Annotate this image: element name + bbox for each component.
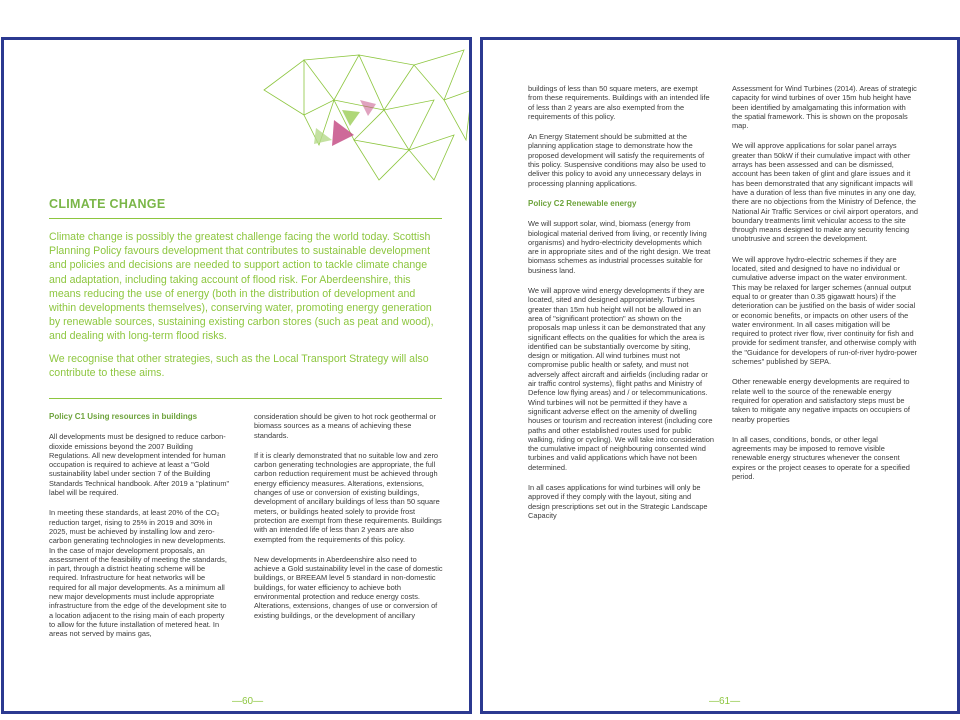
body-paragraph: Assessment for Wind Turbines (2014). Areas of strategic capacity for wind turbines of over 15m hub height have been identified by amalgamating this information with the spatial framework. This is shown on the proposals map. xyxy=(732,84,917,131)
intro-paragraph: We recognise that other strategies, such as the Local Transport Strategy will also contribute to these aims. xyxy=(49,352,429,379)
right-page xyxy=(480,37,960,714)
intro-paragraph: Climate change is possibly the greatest challenge facing the world today. Scottish Planning Policy favours development that contributes to sustainable development and policies and decisions are needed to support action to tackle climate change and adaptation, including taking account of flood risk. For Aberdeenshire, this means reducing the use of energy (both in the distribution of development and within developments themselves), conserving water, promoting energy generation by renewable sources, sustaining existing carbon stores (such as peat and wood), and dealing with long-term flood risks. xyxy=(49,231,434,343)
body-paragraph: In all cases applications for wind turbines will only be approved if they comply with the layout, siting and design prescriptions set out in the Strategic Landscape Capacity xyxy=(528,482,708,520)
policy-c1-title: Policy C1 Using resources in buildings xyxy=(49,412,198,421)
page-number-value: 60 xyxy=(242,696,254,707)
body-paragraph: In meeting these standards, at least 20% of the CO₂ reduction target, rising to 25% in 2019 and 30% in 2025, must be achieved by installing low and zero-carbon generating technologies in new developments. In the case of major development proposals, an assessment of the feasibility of meeting the standards, in part, through a district heating scheme will be required. Infrastructure for heat networks will be required for all major developments. As a minimum all new major developments must include appropriate infrastructure from the edge of the development site to a location adjacent to the rising main of each property to allow for the future installation of metered heat. In areas not served by mains gas, xyxy=(49,508,227,639)
body-paragraph: We will approve hydro-electric schemes if they are located, sited and designed to have no individual or cumulative adverse impact on the water environment. This may be relaxed for larger schemes (annual output equal to or greater than 0.35 gigawatt hours) if the deterioration can be justified on the basis of wider social or economic benefits, or impacts on other users of the water environment. In all cases mitigation will be required to protect river flow, river continuity for fish and provide for sediment transfer, and otherwise comply with the "Guidance for developers of run-of-river hydro-power schemes" published by SEPA. xyxy=(732,254,918,367)
heading-divider xyxy=(49,218,442,219)
body-paragraph: We will approve wind energy developments if they are located, sited and designed appropriately. Turbines greater than 15m hub height will not be allowed in an area of "significant protection" as shown on the proposals map unless it can be demonstrated that any significant effects on the qualities for which the area is identified can be substantially overcome by siting, design or mitigation. All wind turbines must not compromise public health or safety, and must not adversely affect aircraft and airfields (including radar or air traffic control systems), flight paths and Ministry of Defence low flying areas) and / or telecommunications. Wind turbines will not be permitted if they have a significant adverse effect on the amenity of dwelling houses or tourism and recreation interest (including core paths and other established routes used for public walking, riding or cycling). We will take into consideration the cumulative impact of neighbouring consented wind turbines and valid applications which have not been determined. xyxy=(528,286,714,472)
left-page xyxy=(1,37,472,714)
page-number-value: 61 xyxy=(719,696,731,707)
column-right xyxy=(732,84,918,492)
body-paragraph: We will support solar, wind, biomass (energy from biological material derived from living, or recently living organisms) and hydro-electricity developments which are in appropriate sites and of the right design. We treat biomass schemes as industrial processes suitable for business land. xyxy=(528,219,711,275)
body-paragraph: Other renewable energy developments are required to relate well to the source of the renewable energy required for operation and satisfactory steps must be taken to mitigate any negative impacts on occupiers of nearby properties xyxy=(732,377,910,424)
page-number: —60— xyxy=(232,696,264,707)
body-paragraph: buildings of less than 50 square meters, are exempt from these requirements. Buildings with an intended life of less than 2 years are also exempted from the requirements of this policy. xyxy=(528,84,710,121)
page-number: —61— xyxy=(709,696,741,707)
section-heading: CLIMATE CHANGE xyxy=(49,197,166,211)
column-left xyxy=(528,84,714,531)
policy-c2-title: Policy C2 Renewable energy xyxy=(528,198,637,208)
triangle-motif-graphic xyxy=(4,40,472,200)
body-paragraph: consideration should be given to hot rock geothermal or biomass sources as a means of achieving these standards. xyxy=(254,412,437,440)
body-paragraph: If it is clearly demonstrated that no suitable low and zero carbon generating technologies are appropriate, the full carbon reduction requirement must be achieved through energy efficiency measures. Alterations, extensions, changes of use or conversion of existing buildings, development of ancillary buildings of less than 50 square meters, or buildings heated solely to provide frost protection are exempt from these requirements. Buildings with an intended life of less than 2 years are also exempted from the requirements of this policy. xyxy=(254,450,442,544)
body-paragraph: An Energy Statement should be submitted at the planning application stage to demonstrate how the proposed development will satisfy the requirements of this policy. Suspensive conditions may also be used to deliver this policy to avoid any unnecessary delays in processing planning applications. xyxy=(528,132,706,188)
intro-text xyxy=(49,230,444,388)
body-paragraph: We will approve applications for solar panel arrays greater than 50kW if their cumulative impact with other arrays has been assessed and can be dismissed, account has been taken of glint and glare issues and it has been demonstrated that any significant impacts will have a duration of less than five minutes in any one day, there are no objections from the Ministry of Defence, the National Air Traffic Services or civil airport operators, and boundary treatments limit vehicular access to the site through means designed to make any security fencing unobtrusive and screen the development. xyxy=(732,141,918,244)
body-paragraph: New developments in Aberdeenshire also need to achieve a Gold sustainability level in the case of domestic buildings, or BREEAM level 5 standard in non-domestic buildings, for water efficiency to achieve both environmental protection and reduce energy costs. Alterations, extensions, changes of use or conversion of existing buildings, or the development of ancillary xyxy=(254,554,443,620)
body-paragraph: All developments must be designed to reduce carbon-dioxide emissions beyond the 2007 Building Regulations. All new development intended for human occupation is required to achieve at least a "Gold sustainability label under section 7 of the Building Standards Technical handbook. After 2019 a "platinum" label will be required. xyxy=(49,432,230,498)
body-paragraph: In all cases, conditions, bonds, or other legal agreements may be imposed to remove visible renewable energy structures whenever the consent expires or the project ceases to operate for a specified period. xyxy=(732,434,910,481)
intro-divider xyxy=(49,398,442,399)
column-left xyxy=(49,412,231,650)
column-right xyxy=(254,412,444,631)
